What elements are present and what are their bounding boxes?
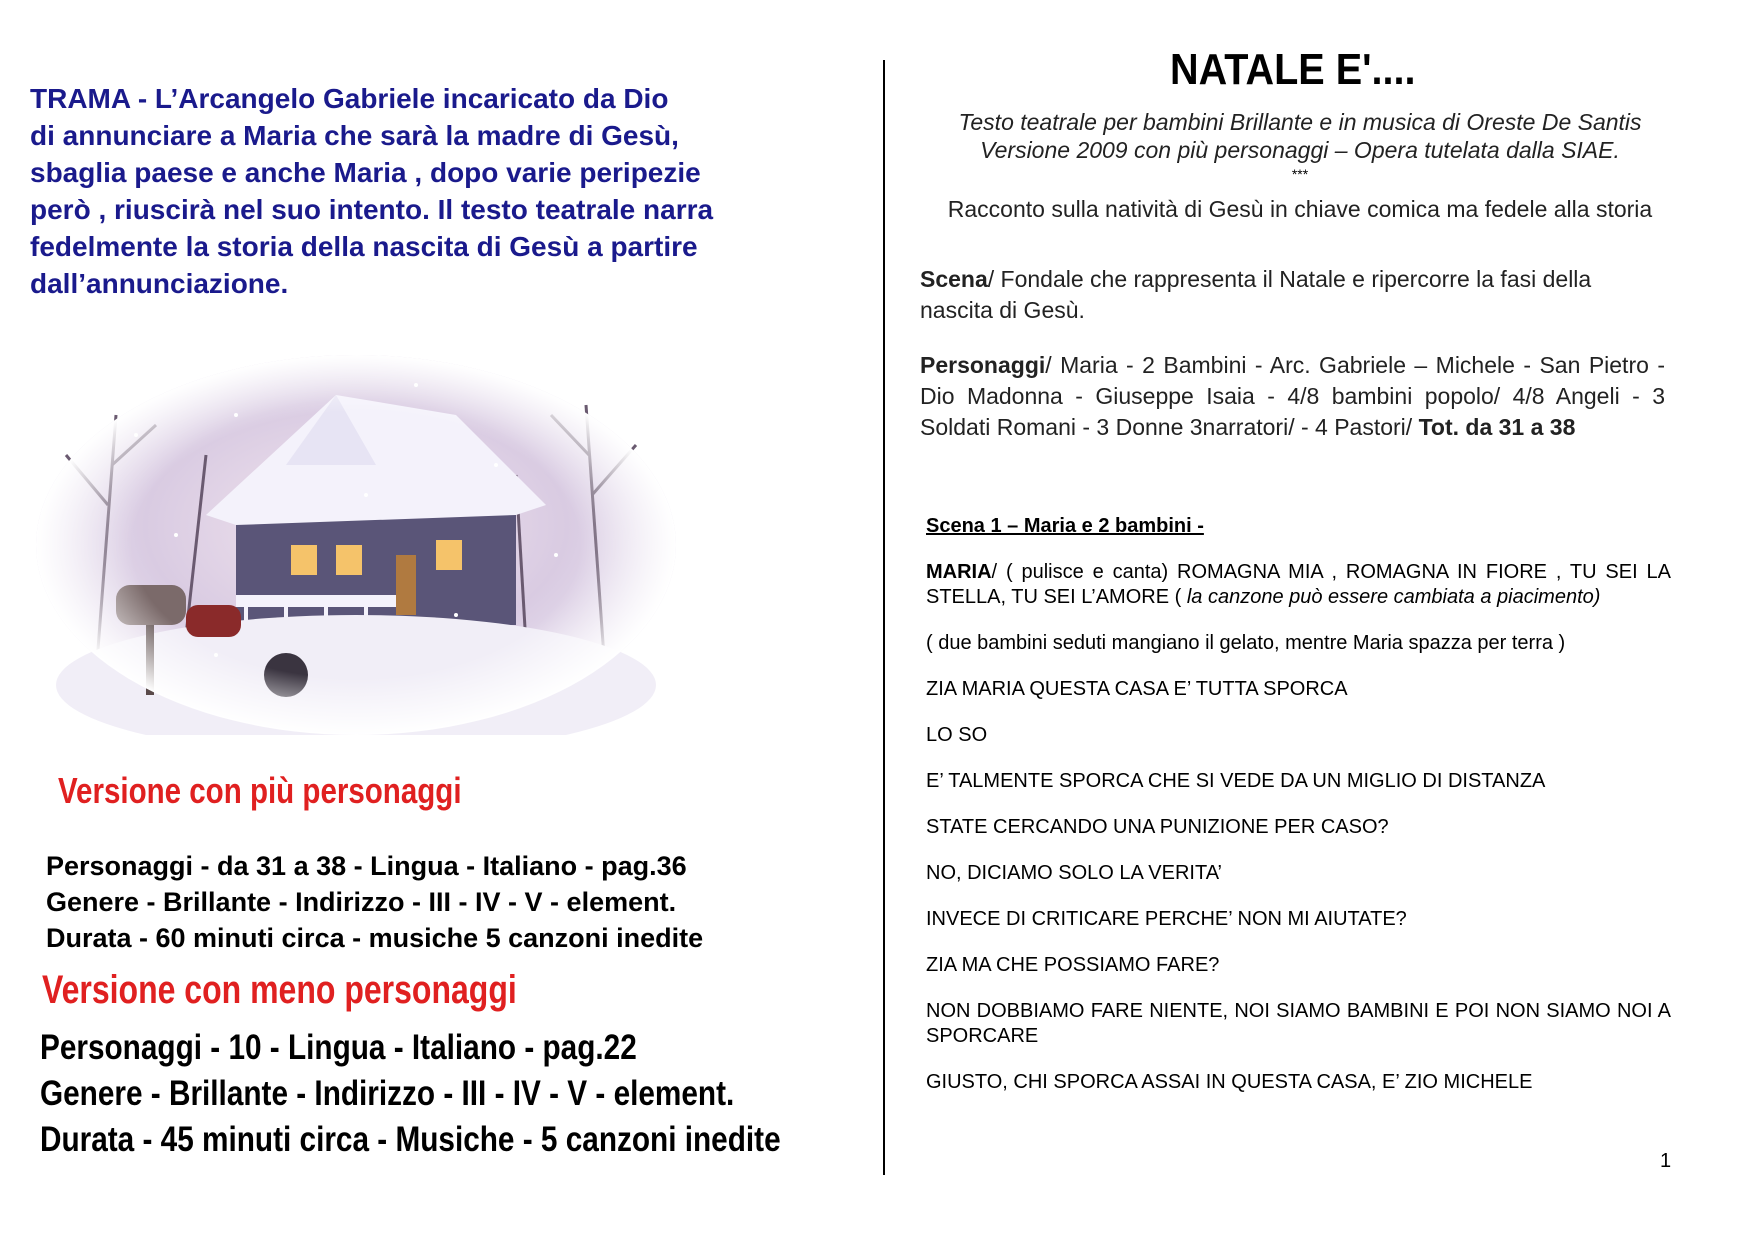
page-number: 1 (1660, 1150, 1672, 1172)
trama-line: di annunciare a Maria che sarà la madre di Gesù, (30, 120, 679, 151)
dialog-italic-note: la canzone può essere cambiata a piacimento) (1186, 586, 1601, 608)
subtitle (920, 108, 1680, 164)
detail-line: Genere - Brillante - Indirizzo - III - IV - V - element. (40, 1074, 735, 1113)
winter-house-illustration (36, 355, 676, 735)
trama-line: dall’annunciazione. (30, 268, 289, 299)
version-more-characters-title: Versione con più personaggi (58, 770, 462, 811)
page-title: NATALE E'.... (1170, 45, 1416, 94)
version-fewer-characters-details (40, 1025, 781, 1163)
characters-list (920, 350, 1665, 443)
detail-line: Genere - Brillante - Indirizzo - III - IV - V - element. (46, 887, 677, 917)
characters-label: Personaggi (920, 352, 1046, 378)
trama-text (30, 80, 860, 302)
version-more-characters-details (46, 848, 703, 956)
story-description: Racconto sulla natività di Gesù in chiave comica ma fedele alla storia (947, 196, 1653, 222)
speaker-label: MARIA (926, 561, 992, 583)
dialog-line: ZIA MARIA QUESTA CASA E’ TUTTA SPORCA (926, 678, 1348, 700)
dialog-line: GIUSTO, CHI SPORCA ASSAI IN QUESTA CASA, E’ ZIO MICHELE (926, 1071, 1533, 1093)
detail-line: Personaggi - da 31 a 38 - Lingua - Italiano - pag.36 (46, 851, 687, 881)
dialog-text: / ( pulisce e canta) ROMAGNA MIA , ROMAGNA IN FIORE , TU SEI LA STELLA, TU SEI L’AMORE ( (926, 561, 1671, 608)
scene-1-heading: Scena 1 – Maria e 2 bambini - (926, 515, 1204, 537)
detail-line: Durata - 45 minuti circa - Musiche - 5 canzoni inedite (40, 1120, 781, 1159)
trama-line: TRAMA - L’Arcangelo Gabriele incaricato da Dio (30, 83, 669, 114)
scene-description (920, 264, 1665, 326)
trama-line: fedelmente la storia della nascita di Gesù a partire (30, 231, 698, 262)
detail-line: Durata - 60 minuti circa - musiche 5 canzoni inedite (46, 923, 704, 953)
subtitle-line: Testo teatrale per bambini Brillante e in musica di Oreste De Santis (958, 109, 1642, 135)
dialog-line: NON DOBBIAMO FARE NIENTE, NOI SIAMO BAMBINI E POI NON SIAMO NOI A SPORCARE (926, 1000, 1671, 1047)
trama-line: però , riuscirà nel suo intento. Il testo teatrale narra (30, 194, 714, 225)
subtitle-line: Versione 2009 con più personaggi – Opera tutelata dalla SIAE. (980, 137, 1620, 163)
dialog-line: ZIA MA CHE POSSIAMO FARE? (926, 954, 1220, 976)
characters-total: Tot. da 31 a 38 (1418, 414, 1576, 440)
dialog-line: ( due bambini seduti mangiano il gelato, mentre Maria spazza per terra ) (926, 632, 1566, 654)
version-fewer-characters-title: Versione con meno personaggi (42, 968, 517, 1012)
separator-stars: *** (1291, 166, 1309, 182)
characters-text: / Maria - 2 Bambini - Arc. Gabriele – Michele - San Pietro - Dio Madonna - Giuseppe Isaia - 4/8 bambini popolo/ 4/8 Angeli - 3 Soldati Romani - 3 Donne 3narratori/ - 4 Pastori/ (920, 352, 1665, 440)
dialog-line: LO SO (926, 724, 988, 746)
dialog-line (926, 560, 1671, 610)
scene-text: / Fondale che rappresenta il Natale e ripercorre la fasi della nascita di Gesù. (920, 266, 1592, 323)
dialog-line: NO, DICIAMO SOLO LA VERITA’ (926, 862, 1222, 884)
column-divider (883, 60, 885, 1175)
scene-label: Scena (920, 266, 988, 292)
dialog-line: STATE CERCANDO UNA PUNIZIONE PER CASO? (926, 816, 1389, 838)
dialog-line: E’ TALMENTE SPORCA CHE SI VEDE DA UN MIGLIO DI DISTANZA (926, 770, 1546, 792)
trama-line: sbaglia paese e anche Maria , dopo varie peripezie (30, 157, 701, 188)
scene-1-dialog (926, 514, 1671, 1116)
dialog-line: INVECE DI CRITICARE PERCHE’ NON MI AIUTATE? (926, 908, 1407, 930)
detail-line: Personaggi - 10 - Lingua - Italiano - pag.22 (40, 1028, 637, 1067)
